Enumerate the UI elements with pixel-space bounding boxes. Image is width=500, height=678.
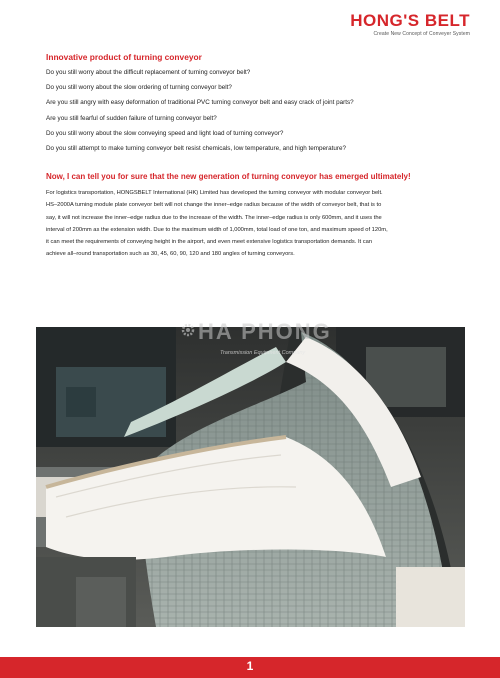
gear-icon <box>180 322 196 338</box>
question-item: Are you still angry with easy deformation of traditional PVC turning conveyor belt and easy crack of joint parts? <box>46 99 354 107</box>
announcement-heading: Now, I can tell you for sure that the new generation of turning conveyor has emerged ultimately! <box>46 172 411 181</box>
watermark-subtitle: Transmission Equipment Company <box>220 350 306 356</box>
conveyor-illustration <box>36 327 465 627</box>
body-paragraph <box>46 187 476 261</box>
question-item: Do you still worry about the slow ordering of turning conveyor belt? <box>46 84 232 92</box>
body-line: it can meet the requirements of conveying height in the airport, and even meet extensive logistics transportation demands. It can <box>46 239 373 246</box>
body-line: say, it will not increase the inner–edge radius due to the increase of the width. The inner–edge radius is only 600mm, and it uses the <box>46 214 382 221</box>
body-line: achieve all–round transportation such as 30, 45, 60, 90, 120 and 180 angles of turning conveyors. <box>46 251 295 258</box>
watermark-title: HA PHONG <box>198 319 332 344</box>
question-item: Do you still worry about the difficult replacement of turning conveyor belt? <box>46 69 251 76</box>
conveyor-photo <box>36 327 465 627</box>
logo-text: HONG'S BELT <box>350 11 470 30</box>
section-heading: Innovative product of turning conveyor <box>46 52 202 62</box>
question-item: Do you still attempt to make turning conveyor belt resist chemicals, low temperature, and high temperature? <box>46 144 346 152</box>
watermark <box>198 319 332 345</box>
logo-tagline: Create New Concept of Conveyer System <box>373 31 470 37</box>
question-item: Are you still fearful of sudden failure of turning conveyor belt? <box>46 114 217 122</box>
question-list <box>46 69 354 160</box>
body-line: HS–2000A turning module plate conveyor belt will not change the inner–edge radius because of the width of conveyor belt, that is to <box>46 202 382 209</box>
body-line: For logistics transportation, HONGSBELT International (HK) Limited has developed the turning conveyor with modular conveyor belt. <box>46 190 383 196</box>
page-number: 1 <box>246 659 254 673</box>
body-line: interval of 200mm as the extension width. Due to the maximum width of 1,000mm, total load of one ton, and maximum speed of 120m, <box>46 226 388 233</box>
brand-logo <box>350 12 470 37</box>
question-item: Do you still worry about the slow conveying speed and light load of turning conveyor? <box>46 129 284 137</box>
